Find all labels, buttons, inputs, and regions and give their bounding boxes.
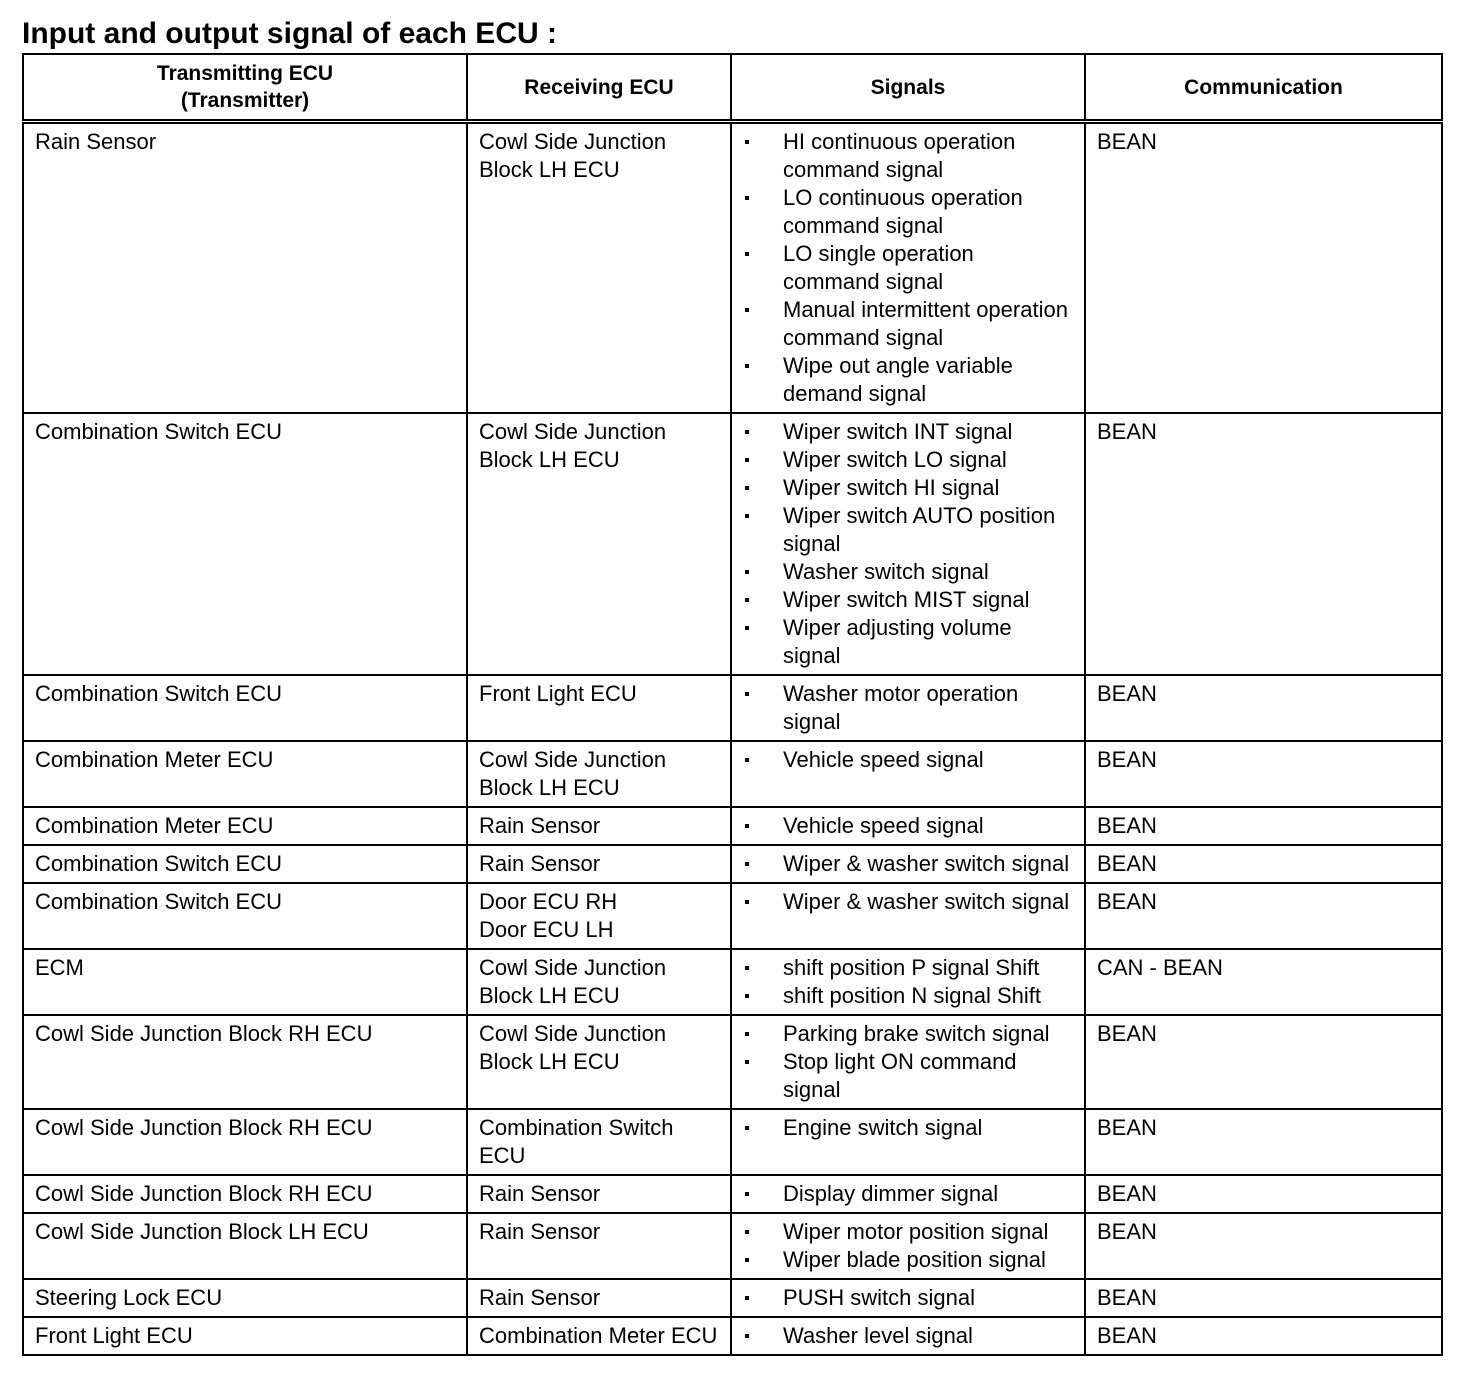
- transmitter-cell: Cowl Side Junction Block LH ECU: [23, 1213, 467, 1279]
- communication-cell: CAN - BEAN: [1085, 949, 1442, 1015]
- receiver-line: Block LH ECU: [479, 775, 620, 800]
- communication-cell: BEAN: [1085, 1175, 1442, 1213]
- signal-item: [743, 184, 1072, 240]
- signal-text-line: LO single operation: [783, 241, 974, 266]
- receiver-line: Rain Sensor: [479, 1285, 601, 1310]
- signal-list: [743, 680, 1072, 736]
- signal-list: [743, 1322, 1072, 1350]
- signal-list: [743, 1020, 1072, 1104]
- signal-text-line: signal: [783, 531, 841, 556]
- signals-cell: [731, 845, 1085, 883]
- signal-item: [743, 1284, 1072, 1312]
- communication-cell: BEAN: [1085, 1317, 1442, 1355]
- signal-item: [743, 1180, 1072, 1208]
- receiver-line: Block LH ECU: [479, 447, 620, 472]
- transmitter-cell: Steering Lock ECU: [23, 1279, 467, 1317]
- table-row: [23, 807, 1442, 845]
- transmitter-cell: Rain Sensor: [23, 122, 467, 414]
- signal-text-line: Wiper switch LO signal: [783, 447, 1007, 472]
- signals-cell: [731, 741, 1085, 807]
- signal-text-line: Parking brake switch signal: [783, 1021, 1050, 1046]
- communication-cell: BEAN: [1085, 807, 1442, 845]
- receiver-line: Front Light ECU: [479, 681, 637, 706]
- transmitter-cell: Combination Meter ECU: [23, 807, 467, 845]
- communication-cell: BEAN: [1085, 122, 1442, 414]
- receiver-line: Door ECU RH: [479, 889, 618, 914]
- signal-text-line: command signal: [783, 157, 944, 182]
- signal-text-line: command signal: [783, 269, 944, 294]
- signal-item: [743, 240, 1072, 296]
- signal-text-line: Wipe out angle variable: [783, 353, 1013, 378]
- signal-list: [743, 954, 1072, 1010]
- signal-item: [743, 418, 1072, 446]
- receiver-line: ECU: [479, 1143, 526, 1168]
- receiver-line: Combination Switch: [479, 1115, 674, 1140]
- signals-header: [731, 54, 1085, 122]
- transmitter-cell: Front Light ECU: [23, 1317, 467, 1355]
- receiver-line: Block LH ECU: [479, 157, 620, 182]
- receiver-line: Block LH ECU: [479, 983, 620, 1008]
- transmitter-cell: Combination Switch ECU: [23, 675, 467, 741]
- signal-text-line: demand signal: [783, 381, 927, 406]
- signal-item: [743, 502, 1072, 558]
- signal-list: [743, 850, 1072, 878]
- signal-text-line: Wiper switch AUTO position: [783, 503, 1056, 528]
- signals-cell: [731, 949, 1085, 1015]
- signal-list: [743, 1114, 1072, 1142]
- receiver-cell: [467, 1213, 731, 1279]
- communication-header: [1085, 54, 1442, 122]
- communication-cell: BEAN: [1085, 675, 1442, 741]
- signal-text-line: Wiper blade position signal: [783, 1247, 1046, 1272]
- signal-text-line: Wiper motor position signal: [783, 1219, 1049, 1244]
- communication-cell: BEAN: [1085, 1015, 1442, 1109]
- signal-list: [743, 418, 1072, 670]
- transmitter-cell: Cowl Side Junction Block RH ECU: [23, 1015, 467, 1109]
- signal-text-line: Wiper switch HI signal: [783, 475, 1000, 500]
- table-row: [23, 1317, 1442, 1355]
- transmitter-cell: Cowl Side Junction Block RH ECU: [23, 1175, 467, 1213]
- receiver-line: Combination Meter ECU: [479, 1323, 718, 1348]
- signal-item: [743, 296, 1072, 352]
- receiver-cell: [467, 845, 731, 883]
- signal-text-line: Washer motor operation: [783, 681, 1019, 706]
- signals-cell: [731, 1015, 1085, 1109]
- communication-cell: BEAN: [1085, 883, 1442, 949]
- table-row: [23, 1175, 1442, 1213]
- signal-text-line: Washer level signal: [783, 1323, 973, 1348]
- communication-cell: BEAN: [1085, 413, 1442, 675]
- receiver-line: Cowl Side Junction: [479, 419, 667, 444]
- communication-cell: BEAN: [1085, 1279, 1442, 1317]
- receiver-line: Rain Sensor: [479, 1181, 601, 1206]
- ecu-signal-table: [22, 53, 1443, 1356]
- transmitter-cell: Combination Switch ECU: [23, 883, 467, 949]
- signal-item: [743, 812, 1072, 840]
- receiver-line: Block LH ECU: [479, 1049, 620, 1074]
- signal-text-line: Wiper & washer switch signal: [783, 889, 1070, 914]
- signal-text-line: Vehicle speed signal: [783, 813, 984, 838]
- signals-cell: [731, 1109, 1085, 1175]
- signal-text-line: Washer switch signal: [783, 559, 989, 584]
- signal-item: [743, 680, 1072, 736]
- communication-cell: BEAN: [1085, 1213, 1442, 1279]
- table-row: [23, 413, 1442, 675]
- signals-cell: [731, 122, 1085, 414]
- signal-text-line: HI continuous operation: [783, 129, 1016, 154]
- receiver-cell: [467, 883, 731, 949]
- header-label-line: Transmitting ECU: [156, 62, 334, 85]
- signals-cell: [731, 883, 1085, 949]
- signal-item: [743, 128, 1072, 184]
- page-title: Input and output signal of each ECU :: [22, 17, 557, 50]
- receiver-cell: [467, 675, 731, 741]
- signal-item: [743, 888, 1072, 916]
- signal-list: [743, 746, 1072, 774]
- signal-text-line: command signal: [783, 325, 944, 350]
- receiver-cell: [467, 949, 731, 1015]
- signal-item: [743, 1246, 1072, 1274]
- transmitter-cell: Cowl Side Junction Block RH ECU: [23, 1109, 467, 1175]
- table-header-row: [23, 54, 1442, 122]
- receiver-cell: [467, 1317, 731, 1355]
- receiver-cell: [467, 1279, 731, 1317]
- signals-cell: [731, 1175, 1085, 1213]
- communication-cell: BEAN: [1085, 1109, 1442, 1175]
- signal-text-line: signal: [783, 643, 841, 668]
- signal-list: [743, 1284, 1072, 1312]
- signal-item: [743, 954, 1072, 982]
- signal-item: [743, 1048, 1072, 1104]
- header-label-line: Signals: [870, 75, 946, 99]
- signal-item: [743, 1020, 1072, 1048]
- signal-text-line: Display dimmer signal: [783, 1181, 999, 1206]
- signal-text-line: Engine switch signal: [783, 1115, 983, 1140]
- receiving-ecu-header: [467, 54, 731, 122]
- signal-text-line: shift position P signal Shift: [783, 955, 1040, 980]
- signal-item: [743, 1114, 1072, 1142]
- table-row: [23, 1015, 1442, 1109]
- receiver-line: Cowl Side Junction: [479, 955, 667, 980]
- receiver-line: Cowl Side Junction: [479, 1021, 667, 1046]
- signal-text-line: shift position N signal Shift: [783, 983, 1042, 1008]
- signal-text-line: Vehicle speed signal: [783, 747, 984, 772]
- signals-cell: [731, 413, 1085, 675]
- signal-text-line: Wiper & washer switch signal: [783, 851, 1070, 876]
- signal-list: [743, 1218, 1072, 1274]
- signal-list: [743, 888, 1072, 916]
- receiver-cell: [467, 1175, 731, 1213]
- signal-text-line: Wiper switch INT signal: [783, 419, 1013, 444]
- signals-cell: [731, 807, 1085, 845]
- signal-text-line: Stop light ON command: [783, 1049, 1017, 1074]
- table-row: [23, 845, 1442, 883]
- signal-item: [743, 746, 1072, 774]
- header-label-line: Communication: [1184, 75, 1343, 99]
- table-row: [23, 675, 1442, 741]
- signals-cell: [731, 1213, 1085, 1279]
- signals-cell: [731, 1279, 1085, 1317]
- header-label-line: (Transmitter): [180, 89, 310, 112]
- signal-text-line: signal: [783, 709, 841, 734]
- signal-text-line: PUSH switch signal: [783, 1285, 975, 1310]
- transmitter-cell: Combination Meter ECU: [23, 741, 467, 807]
- receiver-cell: [467, 1109, 731, 1175]
- signals-cell: [731, 1317, 1085, 1355]
- receiver-cell: [467, 807, 731, 845]
- table-row: [23, 741, 1442, 807]
- signal-item: [743, 1322, 1072, 1350]
- receiver-line: Rain Sensor: [479, 813, 601, 838]
- table-row: [23, 1109, 1442, 1175]
- signal-text-line: LO continuous operation: [783, 185, 1023, 210]
- signal-item: [743, 614, 1072, 670]
- signal-item: [743, 586, 1072, 614]
- table-row: [23, 949, 1442, 1015]
- signal-list: [743, 1180, 1072, 1208]
- receiver-cell: [467, 122, 731, 414]
- receiver-line: Door ECU LH: [479, 917, 614, 942]
- transmitter-cell: Combination Switch ECU: [23, 845, 467, 883]
- receiver-line: Cowl Side Junction: [479, 747, 667, 772]
- signal-text-line: Wiper switch MIST signal: [783, 587, 1030, 612]
- signal-text-line: Manual intermittent operation: [783, 297, 1068, 322]
- transmitting-ecu-header: [23, 54, 467, 122]
- signal-item: [743, 474, 1072, 502]
- communication-cell: BEAN: [1085, 845, 1442, 883]
- receiver-cell: [467, 741, 731, 807]
- receiver-cell: [467, 1015, 731, 1109]
- table-body: [23, 122, 1442, 1356]
- signal-item: [743, 446, 1072, 474]
- table-row: [23, 883, 1442, 949]
- receiver-line: Rain Sensor: [479, 851, 601, 876]
- signal-item: [743, 558, 1072, 586]
- signal-text-line: command signal: [783, 213, 944, 238]
- signal-list: [743, 128, 1072, 408]
- signal-list: [743, 812, 1072, 840]
- header-label-line: Receiving ECU: [524, 75, 674, 99]
- receiver-cell: [467, 413, 731, 675]
- communication-cell: BEAN: [1085, 741, 1442, 807]
- signal-text-line: Wiper adjusting volume: [783, 615, 1012, 640]
- signals-cell: [731, 675, 1085, 741]
- table-row: [23, 1279, 1442, 1317]
- signal-item: [743, 982, 1072, 1010]
- transmitter-cell: Combination Switch ECU: [23, 413, 467, 675]
- receiver-line: Cowl Side Junction: [479, 129, 667, 154]
- signal-text-line: signal: [783, 1077, 841, 1102]
- table-row: [23, 122, 1442, 414]
- signal-item: [743, 1218, 1072, 1246]
- receiver-line: Rain Sensor: [479, 1219, 601, 1244]
- table-row: [23, 1213, 1442, 1279]
- signal-item: [743, 850, 1072, 878]
- transmitter-cell: ECM: [23, 949, 467, 1015]
- signal-item: [743, 352, 1072, 408]
